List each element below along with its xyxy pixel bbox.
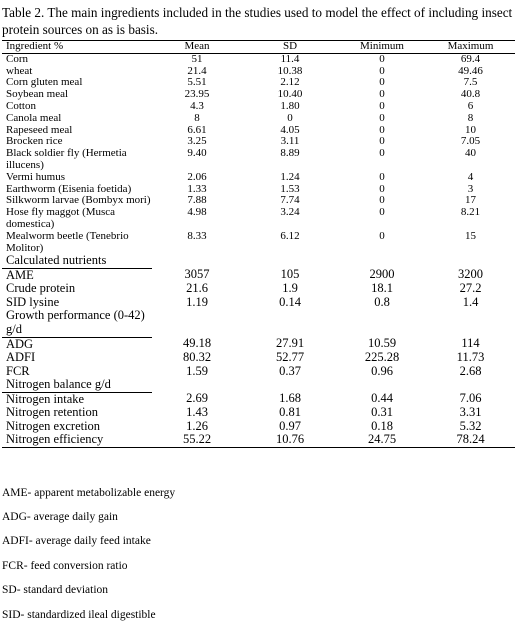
section-label-row bbox=[2, 378, 515, 392]
table-cell: 8.89 bbox=[280, 147, 300, 160]
empty-cell bbox=[152, 378, 242, 392]
table-cell: 0 bbox=[287, 111, 293, 124]
table-cell: 0 bbox=[379, 64, 385, 77]
table-cell: 10.76 bbox=[242, 433, 338, 447]
section-label: Nitrogen balance g/d bbox=[2, 378, 152, 392]
table-cell: 80.32 bbox=[182, 350, 212, 365]
table-cell: 0 bbox=[379, 111, 385, 124]
empty-cell bbox=[152, 309, 242, 337]
table-row bbox=[2, 433, 515, 447]
table-cell: 27.2 bbox=[459, 281, 482, 296]
table-cell: 105 bbox=[280, 267, 300, 282]
table-cell: 225.28 bbox=[364, 350, 400, 365]
table-cell: 51 bbox=[191, 52, 203, 65]
table-row bbox=[2, 125, 515, 137]
row-label: FCR bbox=[6, 363, 30, 378]
table-cell: 0.97 bbox=[279, 418, 301, 433]
row-label: Nitrogen retention bbox=[6, 405, 98, 420]
table-cell: 0 bbox=[379, 88, 385, 101]
table-cell: 4 bbox=[467, 170, 474, 183]
table-row bbox=[2, 420, 515, 434]
table-cell: 114 bbox=[461, 336, 480, 351]
table-row bbox=[2, 296, 515, 310]
table-cell: 3.25 bbox=[187, 135, 207, 148]
table-row bbox=[2, 268, 515, 282]
row-label: Nitrogen excretion bbox=[6, 418, 101, 433]
row-label: Soybean meal bbox=[6, 88, 69, 101]
table-cell: 15 bbox=[465, 229, 476, 242]
table-cell: 0.37 bbox=[279, 363, 301, 378]
table-cell: 0.81 bbox=[279, 405, 301, 420]
table-cell: 3200 bbox=[458, 267, 483, 282]
table-cell: 1.4 bbox=[462, 294, 479, 309]
table-cell: 3.31 bbox=[459, 405, 482, 420]
row-label: Mealworm beetle (Tenebrio Molitor) bbox=[6, 229, 129, 254]
table-cell: 5.32 bbox=[459, 418, 482, 433]
section-label: Growth performance (0-42) g/d bbox=[2, 309, 152, 337]
table-row bbox=[2, 337, 515, 351]
table-cell: 0 bbox=[379, 229, 385, 242]
table-row bbox=[2, 207, 515, 231]
row-label: Corn bbox=[6, 52, 28, 65]
table-cell: 10.59 bbox=[367, 336, 397, 351]
table-cell: 6 bbox=[467, 99, 474, 112]
table-cell: 1.26 bbox=[186, 418, 208, 433]
table-cell: 3057 bbox=[184, 267, 210, 282]
table-cell: 6.61 bbox=[187, 123, 207, 136]
table-cell: Minimum bbox=[338, 41, 426, 54]
table-cell: 0.8 bbox=[374, 294, 390, 309]
table-cell: 1.59 bbox=[186, 363, 208, 378]
ingredients-table bbox=[2, 40, 515, 448]
table-row bbox=[2, 231, 515, 255]
table-cell: 0 bbox=[379, 170, 385, 183]
table-cell: 7.88 bbox=[187, 194, 207, 207]
row-label: Nitrogen intake bbox=[6, 391, 85, 406]
table-cell: 24.75 bbox=[338, 433, 426, 447]
table-cell: 0 bbox=[379, 147, 385, 160]
table-cell: 8 bbox=[467, 111, 474, 124]
table-cell: Mean bbox=[152, 41, 242, 54]
table-cell: 0 bbox=[379, 182, 385, 195]
table-cell: 1.43 bbox=[186, 405, 208, 420]
table-row bbox=[2, 101, 515, 113]
table-cell: 0 bbox=[379, 206, 385, 219]
row-label: Corn gluten meal bbox=[6, 76, 83, 89]
empty-cell bbox=[426, 378, 515, 392]
table-cell: 40 bbox=[465, 147, 476, 160]
row-label: ADFI bbox=[6, 350, 36, 365]
table-cell: 21.4 bbox=[187, 64, 207, 77]
row-label: Canola meal bbox=[6, 111, 62, 124]
table-cell: 1.19 bbox=[186, 294, 208, 309]
table-cell: 10.38 bbox=[277, 64, 303, 77]
table-row bbox=[2, 113, 515, 125]
row-label: Black soldier fly (Hermetia illucens) bbox=[6, 147, 127, 171]
row-label: Ingredient % bbox=[2, 41, 152, 54]
table-caption: Table 2. The main ingredients included in the studies used to model the effect of including insect protein sources on as is basis. bbox=[2, 5, 513, 37]
table-cell: 3.24 bbox=[280, 206, 300, 219]
table-cell: Maximum bbox=[426, 41, 515, 54]
table-cell: 11.73 bbox=[456, 350, 485, 365]
table-cell: 0.96 bbox=[371, 363, 393, 378]
table-cell: 0 bbox=[379, 76, 385, 89]
table-row bbox=[2, 351, 515, 365]
footnote: AME- apparent metabolizable energy bbox=[2, 487, 176, 499]
row-label: AME bbox=[6, 267, 34, 282]
table-row bbox=[2, 282, 515, 296]
table-cell: 69.4 bbox=[460, 52, 481, 65]
table-row bbox=[2, 77, 515, 89]
table-cell: 6.12 bbox=[280, 229, 300, 242]
table-cell: 1.9 bbox=[282, 281, 298, 296]
table-cell: 2.68 bbox=[459, 363, 482, 378]
section-label: Calculated nutrients bbox=[2, 254, 152, 268]
table-cell: 21.6 bbox=[186, 281, 208, 296]
table-cell: 7.05 bbox=[460, 135, 481, 148]
table-row bbox=[2, 172, 515, 184]
table-cell: 0 bbox=[379, 194, 385, 207]
table-cell: 0.14 bbox=[279, 294, 301, 309]
footnote: SD- standard deviation bbox=[2, 584, 109, 596]
table-cell: 78.24 bbox=[426, 433, 515, 447]
table-cell: 49.18 bbox=[182, 336, 212, 351]
table-cell: 9.40 bbox=[187, 147, 207, 160]
table-cell: 0 bbox=[379, 135, 385, 148]
table-cell: 10.40 bbox=[277, 88, 303, 101]
table-cell: 3.11 bbox=[280, 135, 300, 148]
footnote: SID- standardized ileal digestible bbox=[2, 609, 156, 621]
table-cell: 7.5 bbox=[463, 76, 478, 89]
table-cell: 1.80 bbox=[280, 99, 300, 112]
table-cell: 4.05 bbox=[280, 123, 300, 136]
row-label: ADG bbox=[6, 336, 34, 351]
table-cell: 8.21 bbox=[460, 206, 481, 219]
table-cell: 10 bbox=[465, 123, 476, 136]
table-cell: 55.22 bbox=[152, 433, 242, 447]
table-cell: 8 bbox=[194, 111, 200, 124]
table-cell: 52.77 bbox=[275, 350, 305, 365]
table-cell: 8.33 bbox=[187, 229, 207, 242]
footnote: FCR- feed conversion ratio bbox=[2, 560, 128, 572]
table-cell: 17 bbox=[465, 194, 476, 207]
table-cell: 1.33 bbox=[187, 182, 207, 195]
empty-cell bbox=[242, 309, 338, 337]
row-label: Cotton bbox=[6, 99, 36, 112]
section-label-row bbox=[2, 254, 515, 268]
row-label: SID lysine bbox=[6, 294, 60, 309]
table-row bbox=[2, 365, 515, 379]
row-label: Hose fly maggot (Musca domestica) bbox=[6, 206, 116, 230]
table-cell: 0 bbox=[379, 52, 385, 65]
table-cell: 0.44 bbox=[371, 391, 393, 406]
table-cell: 0.31 bbox=[371, 405, 393, 420]
table-cell: 7.74 bbox=[280, 194, 300, 207]
table-cell: 40.8 bbox=[460, 88, 481, 101]
row-label: Earthworm (Eisenia foetida) bbox=[6, 182, 132, 195]
table-cell: 1.24 bbox=[280, 170, 300, 183]
footnote: ADG- average daily gain bbox=[2, 511, 118, 523]
table-cell: 0 bbox=[379, 99, 385, 112]
empty-cell bbox=[152, 254, 242, 268]
section-label-row bbox=[2, 309, 515, 337]
table-cell: 2.12 bbox=[280, 76, 300, 89]
footnote: ADFI- average daily feed intake bbox=[2, 535, 151, 547]
table-cell: 4.98 bbox=[187, 206, 207, 219]
table-cell: 11.4 bbox=[280, 52, 300, 65]
row-label: Nitrogen efficiency bbox=[2, 433, 152, 447]
empty-cell bbox=[242, 378, 338, 392]
table-row bbox=[2, 406, 515, 420]
table-cell: 18.1 bbox=[371, 281, 393, 296]
table-row bbox=[2, 148, 515, 172]
table-cell: 5.51 bbox=[187, 76, 207, 89]
empty-cell bbox=[338, 254, 426, 268]
table-cell: 49.46 bbox=[458, 64, 483, 77]
empty-cell bbox=[338, 378, 426, 392]
table-cell: 2900 bbox=[369, 267, 395, 282]
empty-cell bbox=[426, 309, 515, 337]
table-row bbox=[2, 53, 515, 65]
table-cell: 2.69 bbox=[186, 391, 208, 406]
row-label: Silkworm larvae (Bombyx mori) bbox=[6, 194, 151, 207]
row-label: wheat bbox=[6, 64, 33, 77]
row-label: Brocken rice bbox=[6, 135, 63, 148]
table-cell: 7.06 bbox=[459, 391, 482, 406]
table-row bbox=[2, 89, 515, 101]
row-label: Vermi humus bbox=[6, 170, 65, 183]
table-cell: 3 bbox=[467, 182, 474, 195]
table-cell: 1.53 bbox=[280, 182, 300, 195]
empty-cell bbox=[426, 254, 515, 268]
empty-cell bbox=[242, 254, 338, 268]
table-cell: 1.68 bbox=[279, 391, 301, 406]
row-label: Crude protein bbox=[6, 281, 76, 296]
table-cell: 27.91 bbox=[275, 336, 305, 351]
table-cell: 23.95 bbox=[184, 88, 210, 101]
table-cell: 0.18 bbox=[371, 418, 393, 433]
row-label: Rapeseed meal bbox=[6, 123, 73, 136]
empty-cell bbox=[338, 309, 426, 337]
table-row bbox=[2, 392, 515, 406]
table-cell: 0 bbox=[379, 123, 385, 136]
table-cell: 4.3 bbox=[190, 99, 204, 112]
table-cell: 2.06 bbox=[187, 170, 207, 183]
table-header-row bbox=[2, 41, 515, 54]
table-cell: SD bbox=[242, 41, 338, 54]
